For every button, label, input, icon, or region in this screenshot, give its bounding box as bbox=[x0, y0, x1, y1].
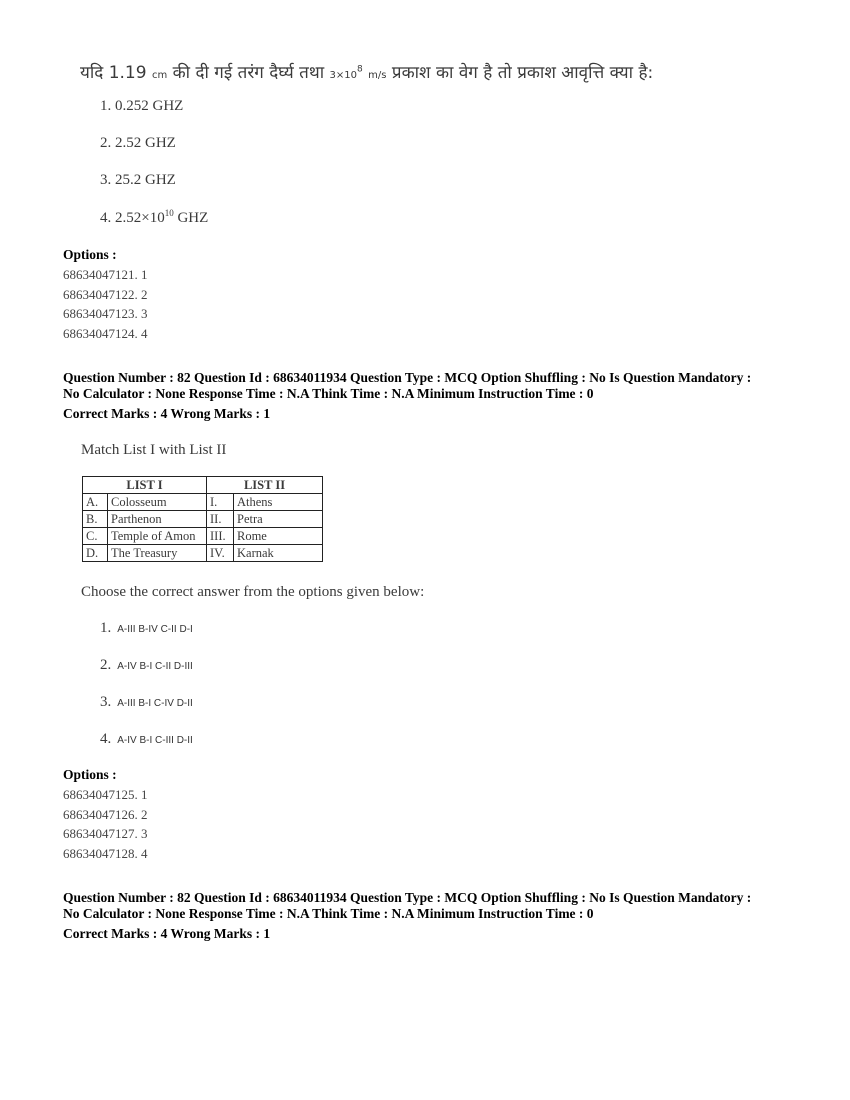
q2-title: Match List I with List II bbox=[81, 442, 227, 458]
option-id-5: 68634047125. 1 bbox=[63, 787, 148, 802]
option-id-1: 68634047121. 1 bbox=[63, 267, 148, 282]
row-value-2: Rome bbox=[234, 528, 323, 545]
match-table bbox=[82, 476, 323, 562]
q2-choice-1-num: 1. bbox=[100, 620, 112, 636]
row-key-1: A. bbox=[83, 494, 108, 511]
option-id-6: 68634047126. 2 bbox=[63, 807, 148, 822]
q1-choice-4-exp: 10 bbox=[164, 208, 174, 218]
q2-choice-2 bbox=[100, 657, 193, 674]
row-key-2: III. bbox=[207, 528, 234, 545]
options-label-1: Options : bbox=[63, 247, 117, 262]
option-id-3: 68634047123. 3 bbox=[63, 306, 148, 321]
q2-choice-1 bbox=[100, 620, 193, 637]
q2-choice-3-text: A-III B-I C-IV D-II bbox=[117, 698, 193, 709]
options-label-2: Options : bbox=[63, 767, 117, 782]
q1-speed-base: 3×10 bbox=[329, 70, 358, 81]
q2-choice-4-text: A-IV B-I C-III D-II bbox=[117, 735, 193, 746]
row-key-2: IV. bbox=[207, 545, 234, 562]
table-row bbox=[83, 528, 323, 545]
q2-choice-2-text: A-IV B-I C-II D-III bbox=[117, 661, 193, 672]
question-meta-line-1: Question Number : 82 Question Id : 68634011934 Question Type : MCQ Option Shuffling : No Is Question Mandatory : bbox=[63, 370, 752, 385]
q1-question-text bbox=[80, 60, 653, 83]
row-key-1: D. bbox=[83, 545, 108, 562]
row-value-2: Athens bbox=[234, 494, 323, 511]
row-value-1: Temple of Amon bbox=[108, 528, 207, 545]
option-id-8: 68634047128. 4 bbox=[63, 846, 148, 861]
row-value-2: Karnak bbox=[234, 545, 323, 562]
q2-instruction: Choose the correct answer from the options given below: bbox=[81, 584, 425, 600]
q1-choice-2: 2. 2.52 GHZ bbox=[100, 135, 176, 151]
q1-choice-1: 1. 0.252 GHZ bbox=[100, 98, 184, 114]
q1-unit-ms: m/s bbox=[368, 70, 387, 81]
q1-choice-3: 3. 25.2 GHZ bbox=[100, 172, 176, 188]
question-meta-line-2: No Calculator : None Response Time : N.A Think Time : N.A Minimum Instruction Time : 0 bbox=[63, 906, 594, 921]
q2-choice-1-text: A-III B-IV C-II D-I bbox=[117, 624, 193, 635]
table-row bbox=[83, 545, 323, 562]
option-id-7: 68634047127. 3 bbox=[63, 826, 148, 841]
row-value-1: Parthenon bbox=[108, 511, 207, 528]
q1-choice-4 bbox=[100, 208, 208, 227]
q1-text-mid: की दी गई तरंग दैर्घ्य तथा bbox=[172, 63, 325, 83]
q2-choice-4-num: 4. bbox=[100, 731, 112, 747]
q1-text-pre: यदि 1.19 bbox=[80, 63, 147, 83]
row-value-1: Colosseum bbox=[108, 494, 207, 511]
q2-choice-2-num: 2. bbox=[100, 657, 112, 673]
row-key-1: B. bbox=[83, 511, 108, 528]
row-value-1: The Treasury bbox=[108, 545, 207, 562]
q1-text-post: प्रकाश का वेग है तो प्रकाश आवृत्ति क्या है: bbox=[391, 63, 654, 83]
table-header-row bbox=[83, 477, 323, 494]
question-meta-line-1: Question Number : 82 Question Id : 68634011934 Question Type : MCQ Option Shuffling : No Is Question Mandatory : bbox=[63, 890, 752, 905]
row-key-2: I. bbox=[207, 494, 234, 511]
option-id-4: 68634047124. 4 bbox=[63, 326, 148, 341]
q1-speed-exp: 8 bbox=[357, 64, 363, 75]
row-value-2: Petra bbox=[234, 511, 323, 528]
question-marks: Correct Marks : 4 Wrong Marks : 1 bbox=[63, 406, 271, 421]
option-id-2: 68634047122. 2 bbox=[63, 287, 148, 302]
question-meta-line-2: No Calculator : None Response Time : N.A Think Time : N.A Minimum Instruction Time : 0 bbox=[63, 386, 594, 401]
q2-choice-3-num: 3. bbox=[100, 694, 112, 710]
q2-choice-4 bbox=[100, 731, 193, 748]
table-header-list-1: LIST I bbox=[83, 477, 207, 494]
table-row bbox=[83, 511, 323, 528]
table-header-list-2: LIST II bbox=[207, 477, 323, 494]
row-key-2: II. bbox=[207, 511, 234, 528]
q1-unit-cm: cm bbox=[151, 70, 168, 81]
row-key-1: C. bbox=[83, 528, 108, 545]
question-marks: Correct Marks : 4 Wrong Marks : 1 bbox=[63, 926, 271, 941]
table-row bbox=[83, 494, 323, 511]
q1-choice-4-base: 4. 2.52×10 bbox=[100, 210, 165, 226]
q2-choice-3 bbox=[100, 694, 193, 711]
q1-choice-4-unit: GHZ bbox=[177, 210, 209, 226]
